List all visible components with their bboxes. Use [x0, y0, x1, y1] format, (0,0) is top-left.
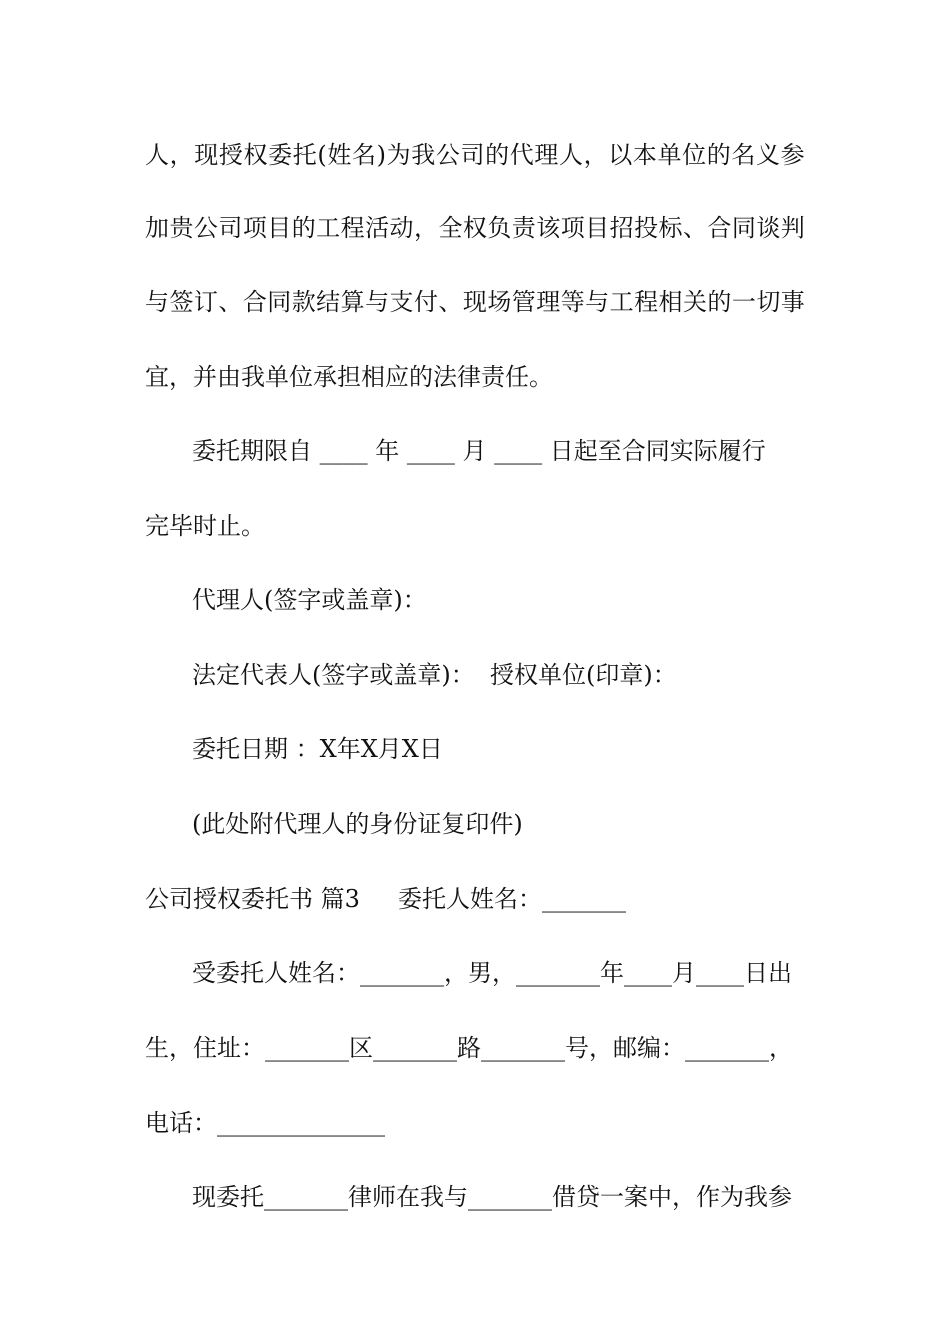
section-heading: 公司授权委托书 篇3 委托人姓名：_______ — [145, 885, 627, 913]
lawyer-entrust-line: 现委托_______律师在我与_______借贷一案中，作为我参 — [192, 1183, 792, 1211]
entrust-period-line: 委托期限自 ____ 年 ____ 月 ____ 日起至合同实际履行 — [192, 437, 766, 465]
legal-rep-signature-line: 法定代表人(签字或盖章)： 授权单位(印章)： — [192, 661, 677, 689]
paragraph-line-3: 与 签 订 、 合 同 款 结 算 与 支 付 、 现 场 管 理 等 与 工 程 相 关 的 一 切 事 — [145, 288, 805, 316]
id-copy-note: (此处附代理人的身份证复印件) — [192, 810, 523, 838]
entrust-period-end: 完毕时止。 — [145, 512, 265, 540]
agent-signature-line: 代理人(签字或盖章)： — [192, 586, 427, 614]
paragraph-line-2: 加 贵 公 司 项 目 的 工 程 活 动 ， 全 权 负 责 该 项 目 招 投 标 、 合 同 谈 判 — [145, 214, 805, 242]
trustee-info-line: 受委托人姓名：_______，男，_______年____月____日出 — [192, 959, 792, 987]
address-line: 生，住址：_______区_______路_______号，邮编：_______， — [145, 1034, 793, 1062]
entrust-date-line: 委托日期 ：X年X月X日 — [192, 735, 443, 763]
paragraph-line-1: 人 ， 现 授 权 委 托 ( 姓 名 ) 为 我 公 司 的 代 理 人 ， 以 本 单 位 的 名 义 参 — [145, 141, 805, 169]
phone-line: 电话：______________ — [145, 1109, 385, 1137]
paragraph-line-4: 宜，并由我单位承担相应的法律责任。 — [145, 363, 553, 391]
